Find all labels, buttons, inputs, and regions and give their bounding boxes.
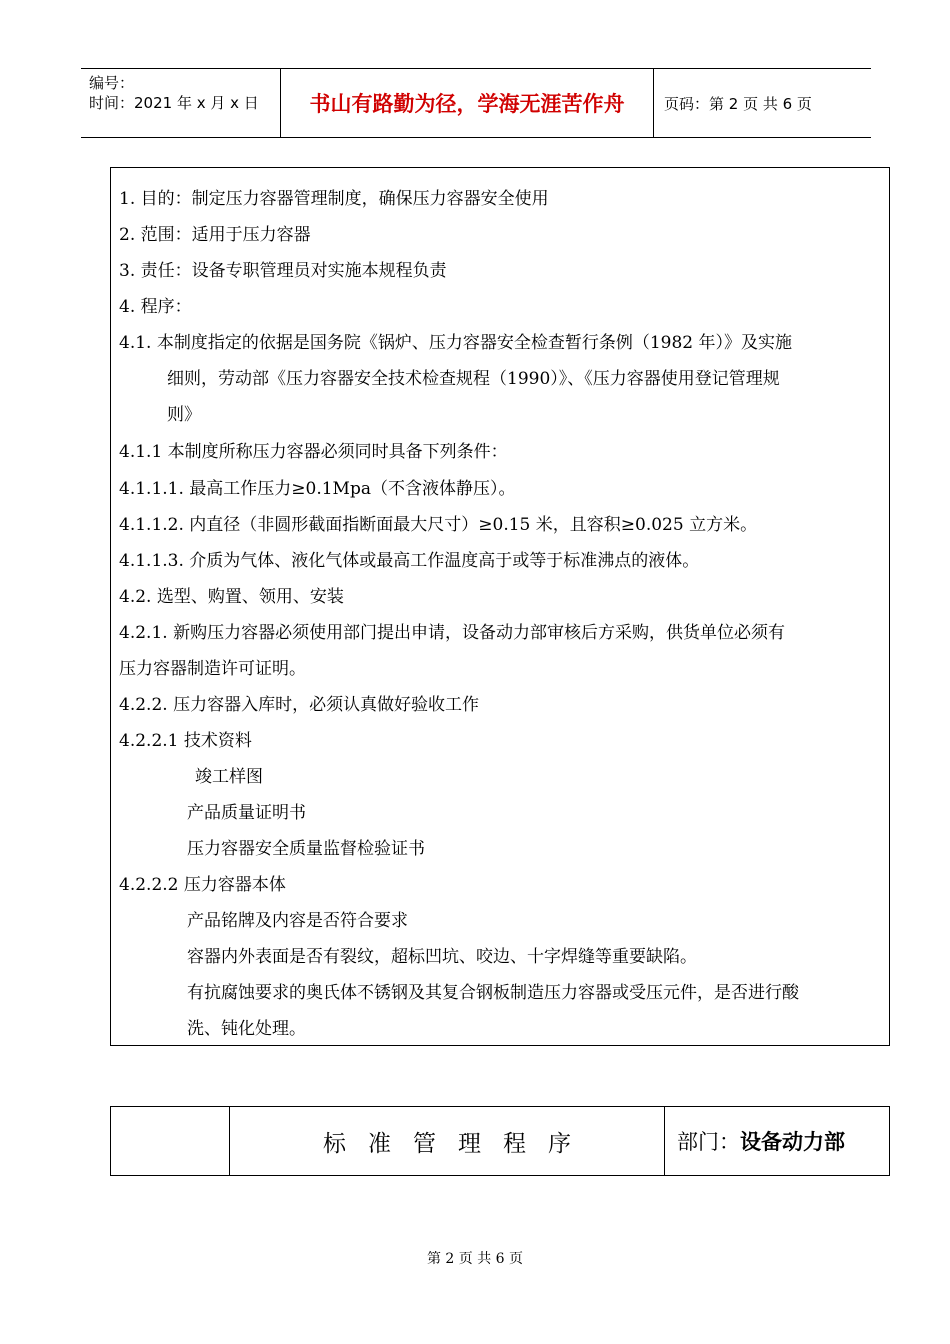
body-line: 4.1.1 本制度所称压力容器必须同时具备下列条件： — [119, 442, 508, 462]
footer-table — [110, 1106, 890, 1176]
footer-empty-cell — [111, 1107, 230, 1175]
content-box — [110, 167, 890, 1046]
body-line: 产品质量证明书 — [187, 803, 306, 823]
body-line: 压力容器安全质量监督检验证书 — [187, 839, 425, 859]
motto: 书山有路勤为径，学海无涯苦作舟 — [281, 69, 654, 137]
header-meta — [81, 69, 281, 137]
body-line: 1. 目的：制定压力容器管理制度，确保压力容器安全使用 — [119, 189, 549, 209]
body-line: 4.1. 本制度指定的依据是国务院《锅炉、压力容器安全检查暂行条例（1982 年）》及实施 — [119, 333, 793, 353]
body-line: 4.2.2.2 压力容器本体 — [119, 875, 286, 895]
body-line: 4.2.1. 新购压力容器必须使用部门提出申请，设备动力部审核后方采购，供货单位必须有 — [119, 623, 786, 643]
body-line: 产品铭牌及内容是否符合要求 — [187, 911, 408, 931]
body-line: 则》 — [167, 405, 201, 425]
dept-value: 设备动力部 — [740, 1129, 845, 1154]
time-label: 时间：2021 年 x 月 x 日 — [89, 94, 259, 112]
header-table — [81, 68, 871, 138]
body-line: 2. 范围：适用于压力容器 — [119, 225, 311, 245]
body-line: 容器内外表面是否有裂纹，超标凹坑、咬边、十字焊缝等重要缺陷。 — [187, 947, 697, 967]
body-line: 竣工样图 — [195, 767, 263, 787]
footer-dept — [665, 1107, 889, 1175]
body-line: 有抗腐蚀要求的奥氏体不锈钢及其复合钢板制造压力容器或受压元件，是否进行酸 — [187, 983, 799, 1003]
body-line: 4.1.1.3. 介质为气体、液化气体或最高工作温度高于或等于标准沸点的液体。 — [119, 551, 700, 571]
body-line: 洗、钝化处理。 — [187, 1019, 306, 1039]
body-line: 4.2.2.1 技术资料 — [119, 731, 252, 751]
body-line: 4.2. 选型、购置、领用、安装 — [119, 587, 344, 607]
body-line: 3. 责任：设备专职管理员对实施本规程负责 — [119, 261, 447, 281]
body-line: 4.1.1.1. 最高工作压力≥0.1Mpa（不含液体静压）。 — [119, 479, 516, 499]
number-label: 编号： — [89, 74, 135, 92]
body-line: 4. 程序： — [119, 297, 192, 317]
body-line: 4.2.2. 压力容器入库时，必须认真做好验收工作 — [119, 695, 480, 715]
body-line: 压力容器制造许可证明。 — [119, 659, 306, 679]
page-number: 第 2 页 共 6 页 — [426, 1251, 524, 1267]
body-line: 4.1.1.2. 内直径（非圆形截面指断面最大尺寸）≥0.15 米，且容积≥0.025 立方米。 — [119, 515, 758, 535]
dept-label: 部门： — [677, 1130, 740, 1154]
page-label: 页码：第 2 页 共 6 页 — [664, 94, 812, 113]
footer-title: 标准管理程序 — [230, 1107, 665, 1175]
body-line: 细则，劳动部《压力容器安全技术检查规程（1990）》、《压力容器使用登记管理规 — [167, 369, 780, 389]
